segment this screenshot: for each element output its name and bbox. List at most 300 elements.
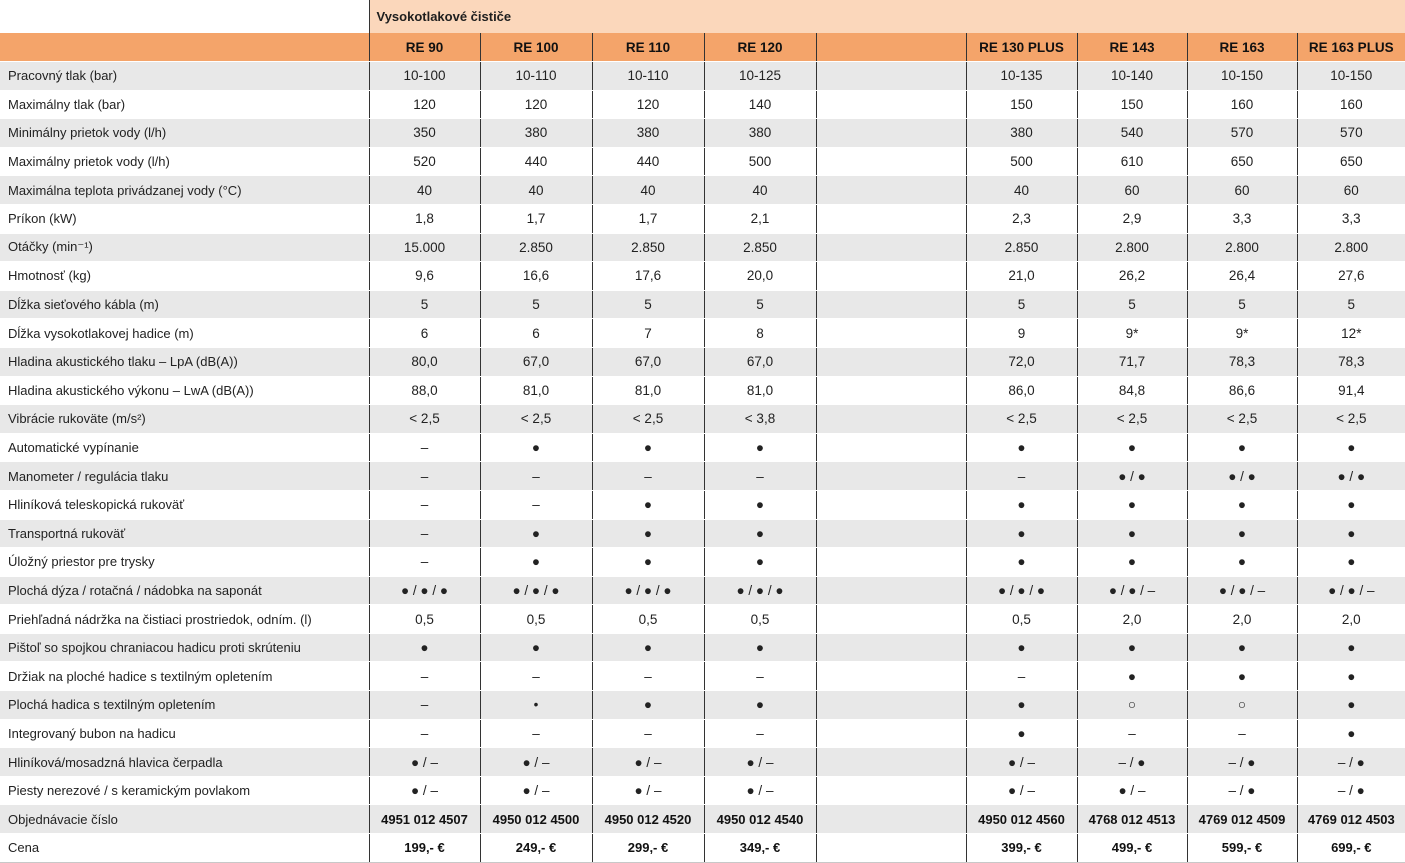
value-cell: 1,8 — [369, 204, 480, 233]
value-cell: 0,5 — [480, 605, 592, 634]
value-cell: ● — [704, 433, 816, 462]
value-cell: ● / – — [369, 776, 480, 805]
gap-cell — [816, 662, 966, 691]
value-cell: ● — [966, 548, 1077, 577]
value-cell: ● — [592, 548, 704, 577]
row-label: Hladina akustického výkonu – LwA (dB(A)) — [0, 376, 369, 405]
value-cell: ● / – — [592, 776, 704, 805]
value-cell: 0,5 — [369, 605, 480, 634]
value-cell: 440 — [480, 147, 592, 176]
value-cell: ● — [1077, 633, 1187, 662]
value-cell: 150 — [966, 90, 1077, 119]
value-cell: ● — [480, 519, 592, 548]
value-cell: – — [369, 662, 480, 691]
value-cell: ● / – — [966, 776, 1077, 805]
gap-cell — [816, 633, 966, 662]
header-model: RE 120 — [704, 33, 816, 62]
value-cell: – — [369, 462, 480, 491]
table-row — [0, 691, 1405, 720]
value-cell: 0,5 — [966, 605, 1077, 634]
value-cell: ● — [1297, 490, 1405, 519]
value-cell: ● — [966, 433, 1077, 462]
row-label: Pištoľ so spojkou chraniacou hadicu proti skrúteniu — [0, 633, 369, 662]
value-cell: 500 — [704, 147, 816, 176]
value-cell: – — [480, 662, 592, 691]
value-cell: 72,0 — [966, 347, 1077, 376]
gap-cell — [816, 147, 966, 176]
gap-cell — [816, 576, 966, 605]
gap-cell — [816, 233, 966, 262]
value-cell: 16,6 — [480, 262, 592, 291]
value-cell: ● / – — [1077, 776, 1187, 805]
row-label: Úložný priestor pre trysky — [0, 548, 369, 577]
value-cell: ● / ● — [1187, 462, 1297, 491]
table-row — [0, 719, 1405, 748]
value-cell: 650 — [1187, 147, 1297, 176]
value-cell: 2.850 — [480, 233, 592, 262]
header-model: RE 90 — [369, 33, 480, 62]
value-cell: 10-110 — [592, 62, 704, 91]
value-cell: 570 — [1187, 119, 1297, 148]
value-cell: – / ● — [1187, 748, 1297, 777]
value-cell: – / ● — [1297, 748, 1405, 777]
value-cell: ● / ● / ● — [369, 576, 480, 605]
value-cell: 2.850 — [592, 233, 704, 262]
value-cell: 570 — [1297, 119, 1405, 148]
value-cell: ● / – — [592, 748, 704, 777]
value-cell: 15.000 — [369, 233, 480, 262]
gap-cell — [816, 290, 966, 319]
value-cell: – — [369, 433, 480, 462]
value-cell: ● / ● — [1297, 462, 1405, 491]
value-cell: 399,- € — [966, 834, 1077, 863]
value-cell: – — [369, 519, 480, 548]
gap-cell — [816, 719, 966, 748]
value-cell: – — [1187, 719, 1297, 748]
value-cell: ● / – — [369, 748, 480, 777]
value-cell: ● — [480, 633, 592, 662]
value-cell: 40 — [704, 176, 816, 205]
value-cell: ● — [1077, 490, 1187, 519]
value-cell: 7 — [592, 319, 704, 348]
value-cell: – — [369, 548, 480, 577]
table-row — [0, 662, 1405, 691]
value-cell: 380 — [480, 119, 592, 148]
value-cell: 4951 012 4507 — [369, 805, 480, 834]
value-cell: 599,- € — [1187, 834, 1297, 863]
value-cell: < 2,5 — [1297, 405, 1405, 434]
row-label: Príkon (kW) — [0, 204, 369, 233]
value-cell: < 3,8 — [704, 405, 816, 434]
value-cell: 81,0 — [480, 376, 592, 405]
value-cell: ● / ● / ● — [592, 576, 704, 605]
header-model: RE 143 — [1077, 33, 1187, 62]
value-cell: 0,5 — [592, 605, 704, 634]
value-cell: 5 — [966, 290, 1077, 319]
value-cell: 380 — [966, 119, 1077, 148]
value-cell: ● — [1077, 433, 1187, 462]
table-row — [0, 605, 1405, 634]
value-cell: ● / ● / ● — [704, 576, 816, 605]
row-label: Maximálna teplota privádzanej vody (°C) — [0, 176, 369, 205]
value-cell: 3,3 — [1297, 204, 1405, 233]
value-cell: 5 — [1297, 290, 1405, 319]
value-cell: 440 — [592, 147, 704, 176]
value-cell: 380 — [704, 119, 816, 148]
value-cell: 2,0 — [1187, 605, 1297, 634]
value-cell: 86,0 — [966, 376, 1077, 405]
gap-cell — [816, 748, 966, 777]
value-cell: < 2,5 — [480, 405, 592, 434]
value-cell: 9,6 — [369, 262, 480, 291]
value-cell: ● / ● / – — [1187, 576, 1297, 605]
value-cell: ● — [480, 548, 592, 577]
row-label: Pracovný tlak (bar) — [0, 62, 369, 91]
value-cell: 10-125 — [704, 62, 816, 91]
value-cell: 80,0 — [369, 347, 480, 376]
row-label: Automatické vypínanie — [0, 433, 369, 462]
row-label: Manometer / regulácia tlaku — [0, 462, 369, 491]
value-cell: 67,0 — [592, 347, 704, 376]
value-cell: ● — [1297, 519, 1405, 548]
value-cell: ● — [1297, 691, 1405, 720]
value-cell: ● / – — [966, 748, 1077, 777]
value-cell: 40 — [592, 176, 704, 205]
table-row — [0, 204, 1405, 233]
value-cell: ● — [1187, 433, 1297, 462]
value-cell: 2,3 — [966, 204, 1077, 233]
value-cell: ● — [966, 691, 1077, 720]
value-cell: 160 — [1187, 90, 1297, 119]
value-cell: ○ — [1187, 691, 1297, 720]
gap-cell — [816, 519, 966, 548]
gap-cell — [816, 805, 966, 834]
row-label: Objednávacie číslo — [0, 805, 369, 834]
value-cell: 380 — [592, 119, 704, 148]
value-cell: – — [592, 719, 704, 748]
table-row — [0, 90, 1405, 119]
value-cell: ● — [592, 691, 704, 720]
value-cell: ● — [480, 433, 592, 462]
value-cell: – — [592, 662, 704, 691]
value-cell: ● — [1187, 548, 1297, 577]
header-model: RE 110 — [592, 33, 704, 62]
gap-cell — [816, 405, 966, 434]
row-label: Držiak na ploché hadice s textilným opletením — [0, 662, 369, 691]
row-label: Plochá dýza / rotačná / nádobka na saponát — [0, 576, 369, 605]
value-cell: – — [704, 662, 816, 691]
value-cell: ● — [369, 633, 480, 662]
gap-cell — [816, 490, 966, 519]
value-cell: ● — [1297, 719, 1405, 748]
value-cell: 2,0 — [1077, 605, 1187, 634]
value-cell: < 2,5 — [592, 405, 704, 434]
row-label: Piesty nerezové / s keramickým povlakom — [0, 776, 369, 805]
value-cell: 26,4 — [1187, 262, 1297, 291]
value-cell: 5 — [369, 290, 480, 319]
gap-cell — [816, 262, 966, 291]
value-cell: 10-135 — [966, 62, 1077, 91]
value-cell: 699,- € — [1297, 834, 1405, 863]
gap-cell — [816, 462, 966, 491]
value-cell: 350 — [369, 119, 480, 148]
value-cell: ● / ● / ● — [480, 576, 592, 605]
value-cell: 10-140 — [1077, 62, 1187, 91]
row-label: Hladina akustického tlaku – LpA (dB(A)) — [0, 347, 369, 376]
value-cell: < 2,5 — [1077, 405, 1187, 434]
row-label: Cena — [0, 834, 369, 863]
value-cell: 4950 012 4520 — [592, 805, 704, 834]
gap-cell — [816, 776, 966, 805]
value-cell: 5 — [1187, 290, 1297, 319]
gap-cell — [816, 90, 966, 119]
value-cell: 1,7 — [480, 204, 592, 233]
value-cell: 60 — [1077, 176, 1187, 205]
table-title: Vysokotlakové čističe — [369, 0, 1405, 33]
value-cell: 17,6 — [592, 262, 704, 291]
value-cell: 6 — [369, 319, 480, 348]
value-cell: 81,0 — [592, 376, 704, 405]
row-label: Priehľadná nádržka na čistiaci prostriedok, odním. (l) — [0, 605, 369, 634]
value-cell: 86,6 — [1187, 376, 1297, 405]
value-cell: ● — [1187, 633, 1297, 662]
value-cell: – — [704, 719, 816, 748]
value-cell: ● / ● / ● — [966, 576, 1077, 605]
table-row — [0, 62, 1405, 91]
value-cell: 10-100 — [369, 62, 480, 91]
value-cell: 499,- € — [1077, 834, 1187, 863]
value-cell: – — [369, 719, 480, 748]
value-cell: ● — [592, 433, 704, 462]
value-cell: ● — [1187, 490, 1297, 519]
value-cell: ● — [966, 719, 1077, 748]
value-cell: 2.800 — [1187, 233, 1297, 262]
table-row — [0, 147, 1405, 176]
value-cell: – — [369, 691, 480, 720]
table-row — [0, 405, 1405, 434]
value-cell: ● / – — [480, 776, 592, 805]
value-cell: 9* — [1077, 319, 1187, 348]
table-row — [0, 262, 1405, 291]
value-cell: 610 — [1077, 147, 1187, 176]
value-cell: 160 — [1297, 90, 1405, 119]
value-cell: 299,- € — [592, 834, 704, 863]
value-cell: 21,0 — [966, 262, 1077, 291]
table-row — [0, 433, 1405, 462]
value-cell: 9* — [1187, 319, 1297, 348]
value-cell: 10-150 — [1187, 62, 1297, 91]
value-cell: 2.800 — [1297, 233, 1405, 262]
value-cell: 2,0 — [1297, 605, 1405, 634]
value-cell: ● / ● / – — [1297, 576, 1405, 605]
value-cell: ● — [592, 519, 704, 548]
row-label: Plochá hadica s textilným opletením — [0, 691, 369, 720]
row-label: Minimálny prietok vody (l/h) — [0, 119, 369, 148]
value-cell: 150 — [1077, 90, 1187, 119]
value-cell: 26,2 — [1077, 262, 1187, 291]
value-cell: 60 — [1297, 176, 1405, 205]
row-label: Dĺžka sieťového kábla (m) — [0, 290, 369, 319]
value-cell: • — [480, 691, 592, 720]
row-label: Integrovaný bubon na hadicu — [0, 719, 369, 748]
header-model: RE 163 PLUS — [1297, 33, 1405, 62]
value-cell: 9 — [966, 319, 1077, 348]
value-cell: ● — [1077, 519, 1187, 548]
value-cell: ● / – — [480, 748, 592, 777]
table-row — [0, 633, 1405, 662]
value-cell: ● / – — [704, 748, 816, 777]
value-cell: ● — [1187, 662, 1297, 691]
table-row — [0, 548, 1405, 577]
value-cell: ● — [1077, 548, 1187, 577]
value-cell: 199,- € — [369, 834, 480, 863]
value-cell: 2,1 — [704, 204, 816, 233]
title-spacer — [0, 0, 369, 33]
row-label: Otáčky (min⁻¹) — [0, 233, 369, 262]
value-cell: ● — [704, 691, 816, 720]
value-cell: ● — [1077, 662, 1187, 691]
row-label: Transportná rukoväť — [0, 519, 369, 548]
row-label: Maximálny tlak (bar) — [0, 90, 369, 119]
value-cell: 4769 012 4503 — [1297, 805, 1405, 834]
table-row — [0, 776, 1405, 805]
header-label-cell — [0, 33, 369, 62]
value-cell: – / ● — [1297, 776, 1405, 805]
value-cell: ○ — [1077, 691, 1187, 720]
header-gap-cell — [816, 33, 966, 62]
gap-cell — [816, 433, 966, 462]
value-cell: 88,0 — [369, 376, 480, 405]
value-cell: – — [480, 462, 592, 491]
gap-cell — [816, 605, 966, 634]
value-cell: – / ● — [1077, 748, 1187, 777]
table-row — [0, 519, 1405, 548]
gap-cell — [816, 548, 966, 577]
value-cell: 10-110 — [480, 62, 592, 91]
value-cell: 520 — [369, 147, 480, 176]
value-cell: ● — [966, 633, 1077, 662]
value-cell: 4769 012 4509 — [1187, 805, 1297, 834]
table-row — [0, 576, 1405, 605]
value-cell: 0,5 — [704, 605, 816, 634]
value-cell: – — [966, 462, 1077, 491]
value-cell: 4950 012 4540 — [704, 805, 816, 834]
table-row — [0, 834, 1405, 863]
gap-cell — [816, 204, 966, 233]
gap-cell — [816, 834, 966, 863]
value-cell: ● / ● — [1077, 462, 1187, 491]
row-label: Hliníková teleskopická rukoväť — [0, 490, 369, 519]
value-cell: 20,0 — [704, 262, 816, 291]
table-row — [0, 176, 1405, 205]
value-cell: 4768 012 4513 — [1077, 805, 1187, 834]
value-cell: 2.800 — [1077, 233, 1187, 262]
value-cell: 78,3 — [1187, 347, 1297, 376]
value-cell: 120 — [592, 90, 704, 119]
value-cell: 3,3 — [1187, 204, 1297, 233]
value-cell: ● — [1297, 633, 1405, 662]
value-cell: ● — [1297, 433, 1405, 462]
table-row — [0, 119, 1405, 148]
value-cell: 67,0 — [704, 347, 816, 376]
value-cell: – — [480, 490, 592, 519]
table-row — [0, 462, 1405, 491]
value-cell: – — [369, 490, 480, 519]
value-cell: 5 — [592, 290, 704, 319]
value-cell: 2.850 — [966, 233, 1077, 262]
value-cell: 60 — [1187, 176, 1297, 205]
table-row — [0, 748, 1405, 777]
value-cell: 5 — [480, 290, 592, 319]
value-cell: 5 — [704, 290, 816, 319]
gap-cell — [816, 176, 966, 205]
value-cell: ● — [966, 519, 1077, 548]
value-cell: 120 — [369, 90, 480, 119]
gap-cell — [816, 119, 966, 148]
value-cell: ● — [592, 490, 704, 519]
table-row — [0, 319, 1405, 348]
value-cell: ● — [1297, 548, 1405, 577]
header-model: RE 100 — [480, 33, 592, 62]
value-cell: 67,0 — [480, 347, 592, 376]
value-cell: 349,- € — [704, 834, 816, 863]
value-cell: 650 — [1297, 147, 1405, 176]
value-cell: 1,7 — [592, 204, 704, 233]
value-cell: 27,6 — [1297, 262, 1405, 291]
value-cell: 540 — [1077, 119, 1187, 148]
value-cell: 2,9 — [1077, 204, 1187, 233]
table-row — [0, 376, 1405, 405]
value-cell: 40 — [966, 176, 1077, 205]
value-cell: ● — [1187, 519, 1297, 548]
value-cell: 249,- € — [480, 834, 592, 863]
value-cell: 6 — [480, 319, 592, 348]
gap-cell — [816, 347, 966, 376]
value-cell: – / ● — [1187, 776, 1297, 805]
gap-cell — [816, 319, 966, 348]
value-cell: ● / – — [704, 776, 816, 805]
header-row — [0, 33, 1405, 62]
value-cell: ● — [966, 490, 1077, 519]
table-row — [0, 233, 1405, 262]
row-label: Vibrácie rukoväte (m/s²) — [0, 405, 369, 434]
value-cell: < 2,5 — [369, 405, 480, 434]
table-row — [0, 290, 1405, 319]
value-cell: ● — [704, 548, 816, 577]
value-cell: 84,8 — [1077, 376, 1187, 405]
header-model: RE 130 PLUS — [966, 33, 1077, 62]
value-cell: – — [966, 662, 1077, 691]
header-model: RE 163 — [1187, 33, 1297, 62]
value-cell: ● — [704, 633, 816, 662]
value-cell: – — [592, 462, 704, 491]
value-cell: 71,7 — [1077, 347, 1187, 376]
value-cell: 2.850 — [704, 233, 816, 262]
table-row — [0, 490, 1405, 519]
value-cell: ● — [592, 633, 704, 662]
gap-cell — [816, 376, 966, 405]
value-cell: 8 — [704, 319, 816, 348]
value-cell: 120 — [480, 90, 592, 119]
value-cell: ● — [704, 519, 816, 548]
value-cell: 500 — [966, 147, 1077, 176]
row-label: Hmotnosť (kg) — [0, 262, 369, 291]
value-cell: ● — [1297, 662, 1405, 691]
value-cell: < 2,5 — [966, 405, 1077, 434]
value-cell: – — [480, 719, 592, 748]
value-cell: – — [704, 462, 816, 491]
value-cell: 4950 012 4500 — [480, 805, 592, 834]
